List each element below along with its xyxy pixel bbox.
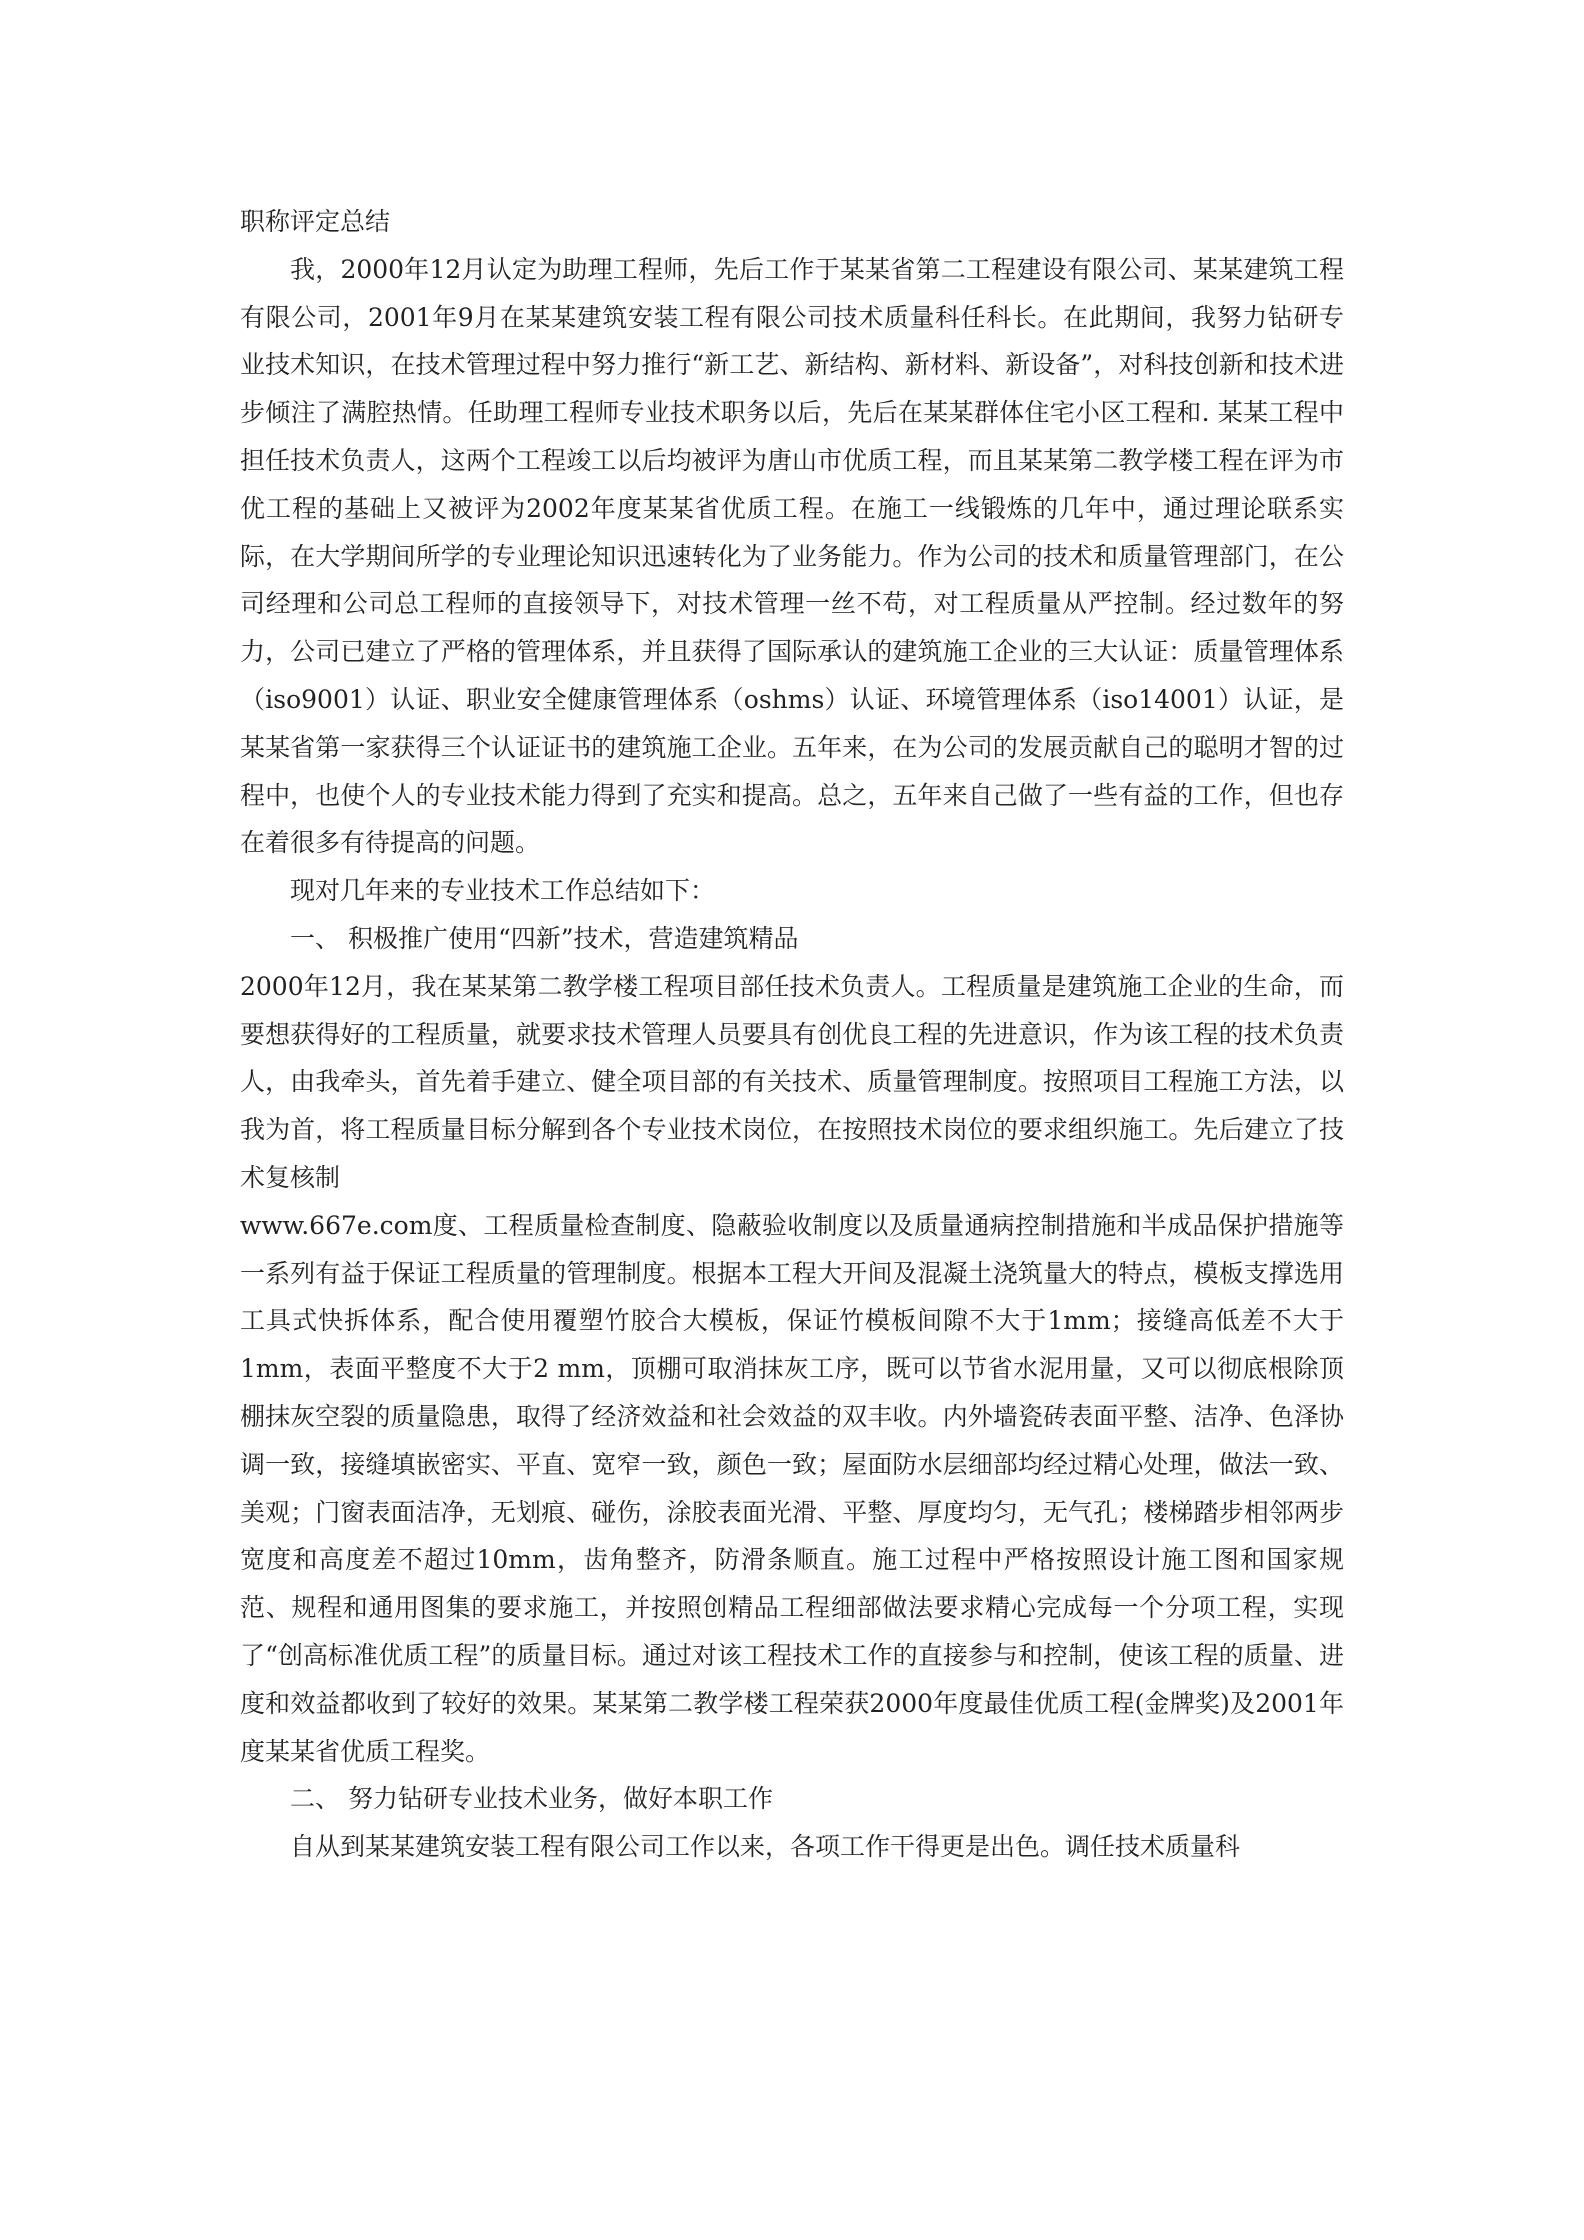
paragraph-section-1-b: www.667e.com度、工程质量检查制度、隐蔽验收制度以及质量通病控制措施和半成品保护措施等一系列有益于保证工程质量的管理制度。根据本工程大开间及混凝土浇筑量大的特点，模板支撑选用工具式快拆体系，配合使用覆塑竹胶合大模板，保证竹模板间隙不大于1mm；接缝高低差不大于1mm，表面平整度不大于2 mm，顶棚可取消抹灰工序，既可以节省水泥用量，又可以彻底根除顶棚抹灰空裂的质量隐患，取得了经济效益和社会效益的双丰收。内外墙瓷砖表面平整、洁净、色泽协调一致，接缝填嵌密实、平直、宽窄一致，颜色一致；屋面防水层细部均经过精心处理，做法一致、美观；门窗表面洁净，无划痕、碰伤，涂胶表面光滑、平整、厚度均匀，无气孔；楼梯踏步相邻两步宽度和高度差不超过10mm，齿角整齐，防滑条顺直。施工过程中严格按照设计施工图和国家规范、规程和通用图集的要求施工，并按照创精品工程细部做法要求精心完成每一个分项工程，实现了“创高标准优质工程”的质量目标。通过对该工程技术工作的直接参与和控制，使该工程的质量、进度和效益都收到了较好的效果。某某第二教学楼工程荣获2000年度最佳优质工程(金牌奖)及2001年度某某省优质工程奖。 [240,1210,1344,1766]
paragraph-section-2: 自从到某某建筑安装工程有限公司工作以来，各项工作干得更是出色。调任技术质量科 [290,1832,1241,1862]
document-title: 职称评定总结 [240,207,391,236]
paragraph-section-1-a: 2000年12月，我在某某第二教学楼工程项目部任技术负责人。工程质量是建筑施工企业的生命，而要想获得好的工程质量，就要求技术管理人员要具有创优良工程的先进意识，作为该工程的技术负责人，由我牵头，首先着手建立、健全项目部的有关技术、质量管理制度。按照项目工程施工方法，以我为首，将工程质量目标分解到各个专业技术岗位，在按照技术岗位的要求组织施工。先后建立了技术复核制 [240,971,1344,1192]
section-heading-2: 二、 努力钻研专业技术业务，做好本职工作 [290,1784,773,1814]
paragraph-intro: 我，2000年12月认定为助理工程师，先后工作于某某省第二工程建设有限公司、某某建筑工程有限公司，2001年9月在某某建筑安装工程有限公司技术质量科任科长。在此期间，我努力钻研专业技术知识，在技术管理过程中努力推行“新工艺、新结构、新材料、新设备”，对科技创新和技术进步倾注了满腔热情。任助理工程师专业技术职务以后，先后在某某群体住宅小区工程和. 某某工程中担任技术负责人，这两个工程竣工以后均被评为唐山市优质工程，而且某某第二教学楼工程在评为市优工程的基础上又被评为2002年度某某省优质工程。在施工一线锻炼的几年中，通过理论联系实际，在大学期间所学的专业理论知识迅速转化为了业务能力。作为公司的技术和质量管理部门，在公司经理和公司总工程师的直接领导下，对技术管理一丝不苟，对工程质量从严控制。经过数年的努力，公司已建立了严格的管理体系，并且获得了国际承认的建筑施工企业的三大认证：质量管理体系（iso9001）认证、职业安全健康管理体系（oshms）认证、环境管理体系（iso14001）认证，是某某省第一家获得三个认证证书的建筑施工企业。五年来，在为公司的发展贡献自己的聪明才智的过程中，也使个人的专业技术能力得到了充实和提高。总之，五年来自己做了一些有益的工作，但也存在着很多有待提高的问题。 [240,254,1344,858]
paragraph-summary-lead: 现对几年来的专业技术工作总结如下： [290,876,716,906]
section-heading-1: 一、 积极推广使用“四新”技术，营造建筑精品 [290,923,799,953]
document-body [240,198,1344,1871]
